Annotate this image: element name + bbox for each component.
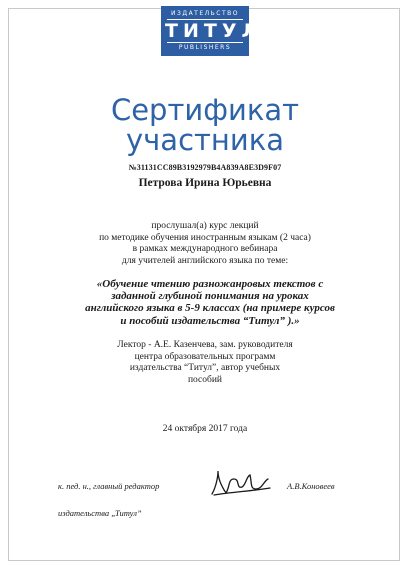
course-title: [60, 278, 360, 327]
logo-brand-text: ТИТУЛ: [165, 20, 263, 42]
participant-name: Петрова Ирина Юрьевна: [138, 177, 272, 189]
logo-bottom-text: PUBLISHERS: [178, 44, 232, 51]
logo-top-text: ИЗДАТЕЛЬСТВО: [171, 10, 239, 17]
lector-line: Лектор - А.Е. Казенчева, зам. руководителя: [117, 340, 293, 350]
issue-date: 24 октября 2017 года: [162, 424, 248, 434]
body-line: по методике обучения иностранным языкам (2 часа): [99, 232, 311, 243]
certificate-subtitle: участника: [126, 123, 284, 157]
handwritten-signature: [206, 467, 276, 499]
course-line: «Обучение чтению разножанровых текстов с: [96, 278, 324, 290]
certificate-title: Сертификат: [110, 93, 300, 127]
logo-divider: [167, 42, 243, 43]
publisher-logo: [161, 6, 263, 56]
lector-line: пособий: [187, 374, 223, 385]
signatory-organization: издательства „Титул”: [58, 508, 142, 518]
lector-info: [0, 340, 410, 386]
body-line: для учителей английского языка по теме:: [121, 255, 289, 266]
course-line: английского языка в 5-9 классах (на примере курсов: [85, 302, 335, 315]
signatory-title: к. пед. н., главный редактор: [58, 481, 160, 491]
lector-line: центра образовательных программ: [134, 351, 276, 362]
certificate-number: №31131CC89B3192979B4A839A8E3D9F07: [128, 163, 282, 172]
course-line: и пособий издательства “Титул” ).»: [120, 314, 300, 327]
body-line: в рамках международного вебинара: [132, 244, 278, 255]
certificate-body: [0, 221, 410, 267]
body-line: прослушал(а) курс лекций: [151, 221, 259, 231]
lector-line: издательства “Титул”, автор учебных: [129, 363, 281, 374]
signatory-name: А.В.Коновеев: [287, 481, 335, 491]
course-line: заданной глубиной понимания на уроках: [111, 290, 309, 303]
